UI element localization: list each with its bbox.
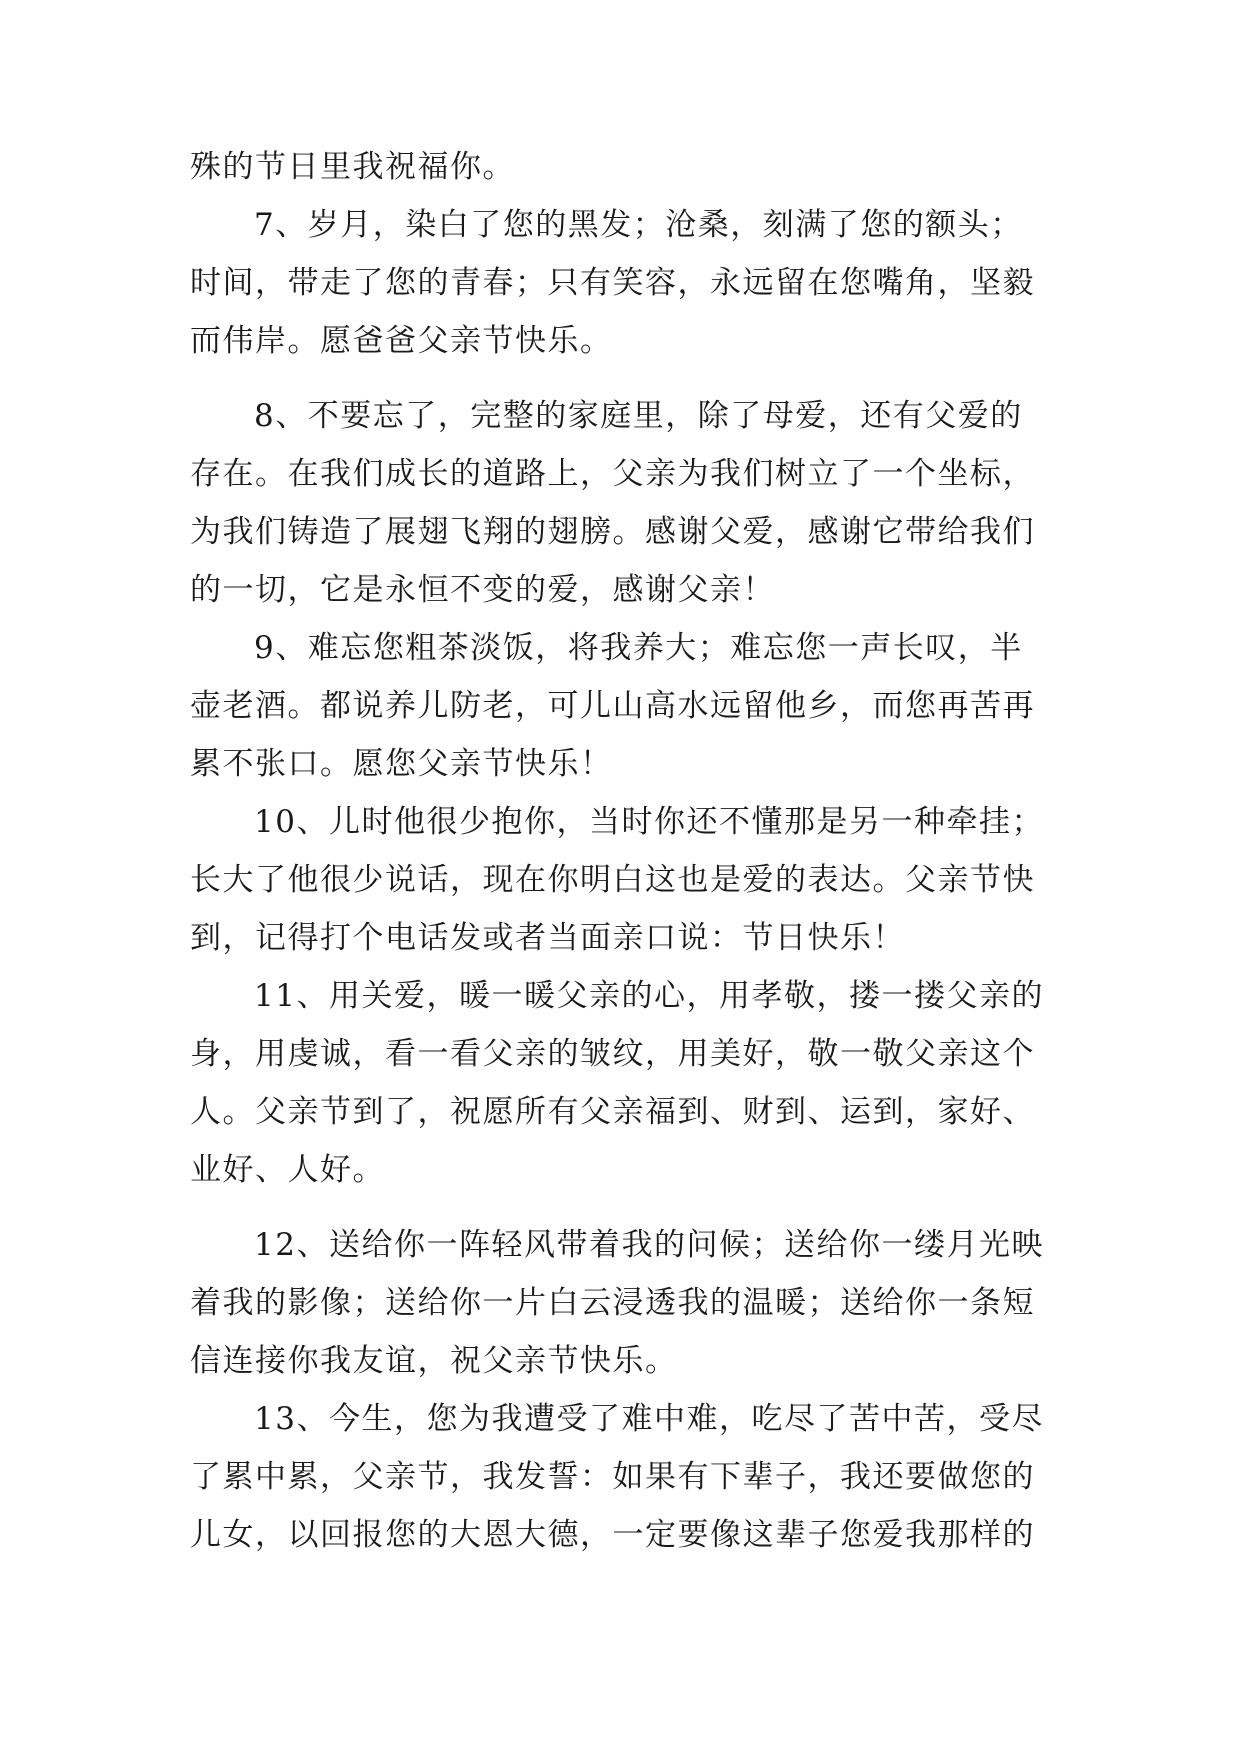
- text-line: 时间，带走了您的青春；只有笑容，永远留在您嘴角，坚毅: [190, 265, 1035, 301]
- text-line: 着我的影像；送给你一片白云浸透我的温暖；送给你一条短: [190, 1285, 1035, 1321]
- text-line: 了累中累，父亲节，我发誓：如果有下辈子，我还要做您的: [190, 1459, 1035, 1495]
- text-line: 业好、人好。: [190, 1152, 385, 1188]
- text-line: 存在。在我们成长的道路上，父亲为我们树立了一个坐标，: [190, 456, 1035, 492]
- text-line: 的一切，它是永恒不变的爱，感谢父亲！: [190, 572, 775, 608]
- text-line: 壶老酒。都说养儿防老，可儿山高水远留他乡，而您再苦再: [190, 688, 1035, 724]
- text-line: 信连接你我友谊，祝父亲节快乐。: [190, 1343, 678, 1379]
- text-line: 长大了他很少说话，现在你明白这也是爱的表达。父亲节快: [190, 862, 1035, 898]
- text-line: 到，记得打个电话发或者当面亲口说：节日快乐！: [190, 920, 905, 956]
- text-line: 身，用虔诚，看一看父亲的皱纹，用美好，敬一敬父亲这个: [190, 1036, 1035, 1072]
- text-line: 为我们铸造了展翅飞翔的翅膀。感谢父爱，感谢它带给我们: [190, 514, 1035, 550]
- text-line: 9、难忘您粗茶淡饭，将我养大；难忘您一声长叹，半: [254, 630, 1023, 666]
- text-line: 12、送给你一阵轻风带着我的问候；送给你一缕月光映: [254, 1227, 1044, 1263]
- text-line: 人。父亲节到了，祝愿所有父亲福到、财到、运到，家好、: [190, 1094, 1035, 1130]
- text-line: 8、不要忘了，完整的家庭里，除了母爱，还有父爱的: [254, 398, 1023, 434]
- text-line: 殊的节日里我祝福你。: [190, 149, 515, 185]
- text-line: 13、今生，您为我遭受了难中难，吃尽了苦中苦，受尽: [254, 1401, 1044, 1437]
- text-line: 7、岁月，染白了您的黑发；沧桑，刻满了您的额头；: [254, 207, 1023, 243]
- text-line: 累不张口。愿您父亲节快乐！: [190, 746, 613, 782]
- text-line: 而伟岸。愿爸爸父亲节快乐。: [190, 323, 613, 359]
- text-line: 10、儿时他很少抱你，当时你还不懂那是另一种牵挂；: [254, 804, 1044, 840]
- text-line: 儿女，以回报您的大恩大德，一定要像这辈子您爱我那样的: [190, 1517, 1035, 1553]
- text-line: 11、用关爱，暖一暖父亲的心，用孝敬，搂一搂父亲的: [254, 978, 1044, 1014]
